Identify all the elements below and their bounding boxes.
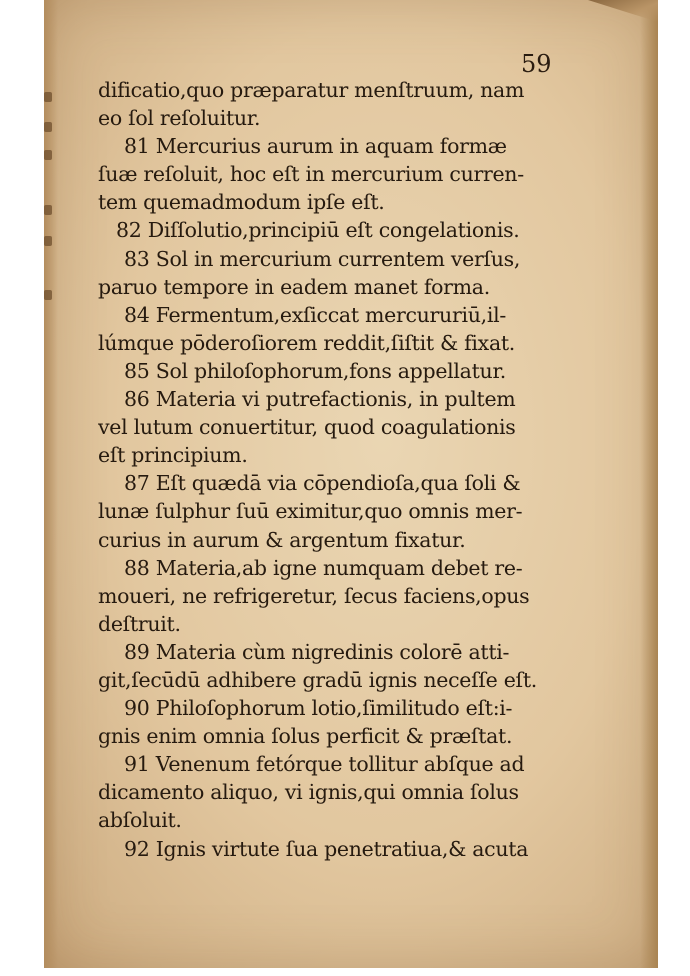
numbered-paragraph-start: 84 Fermentum,exſiccat mercururiū,il- (124, 302, 506, 327)
numbered-paragraph-start: 82 Diſſolutio,principiū eſt congelationis. (116, 218, 520, 243)
text-line: curius in aurum & argentum fixatur. (98, 527, 466, 552)
numbered-paragraph-start: 87 Eſt quædā via cōpendioſa,qua ſoli & (124, 471, 521, 496)
text-line: ſuæ reſoluit, hoc eſt in mercurium curren- (98, 162, 524, 187)
text-line: dicamento aliquo, vi ignis,qui omnia ſolus (98, 780, 519, 805)
binding-mark (44, 150, 52, 160)
numbered-paragraph-start: 90 Philoſophorum lotio,ſimilitudo eſt:i- (124, 696, 513, 721)
text-line: gnis enim omnia ſolus perficit & præſtat. (98, 724, 513, 749)
numbered-paragraph-start: 81 Mercurius aurum in aquam formæ (124, 134, 507, 159)
text-line: lúmque pōderoſiorem reddit,ſiſtit & fixat. (98, 330, 516, 355)
text-line: abſoluit. (98, 808, 182, 833)
numbered-paragraph-start: 86 Materia vi putrefactionis, in pultem (124, 387, 516, 412)
numbered-paragraph-start: 92 Ignis virtute ſua penetratiua,& acuta (124, 836, 529, 861)
page-number: 59 (521, 50, 552, 78)
numbered-paragraph-start: 89 Materia cùm nigredinis colorē atti- (124, 639, 510, 664)
binding-mark (44, 122, 52, 132)
text-line: lunæ ſulphur ſuū eximitur,quo omnis mer- (98, 499, 523, 524)
body-text (98, 76, 552, 863)
text-line: git,ſecūdū adhibere gradū ignis neceſſe eſt. (98, 667, 537, 692)
binding-mark (44, 236, 52, 246)
text-line: paruo tempore in eadem manet forma. (98, 274, 490, 299)
text-line: tem quemadmodum ipſe eſt. (98, 190, 385, 215)
page-gutter-shadow (44, 0, 58, 968)
numbered-paragraph-start: 91 Venenum fetórque tollitur abſque ad (124, 752, 525, 777)
text-line: eo ſol reſoluitur. (98, 106, 261, 131)
text-line: dificatio,quo præparatur menſtruum, nam (98, 78, 525, 102)
text-line: moueri, ne refrigeretur, ſecus faciens,opus (98, 583, 530, 608)
text-line: deſtruit. (98, 611, 181, 636)
numbered-paragraph-start: 88 Materia,ab igne numquam debet re- (124, 555, 523, 580)
page-edge-shadow (640, 0, 658, 968)
text-line: eſt principium. (98, 443, 248, 468)
text-line: vel lutum conuertitur, quod coagulationis (98, 415, 516, 440)
binding-mark (44, 290, 52, 300)
numbered-paragraph-start: 83 Sol in mercurium currentem verſus, (124, 246, 521, 271)
binding-mark (44, 205, 52, 215)
numbered-paragraph-start: 85 Sol philoſophorum,fons appellatur. (124, 358, 506, 383)
binding-mark (44, 92, 52, 102)
